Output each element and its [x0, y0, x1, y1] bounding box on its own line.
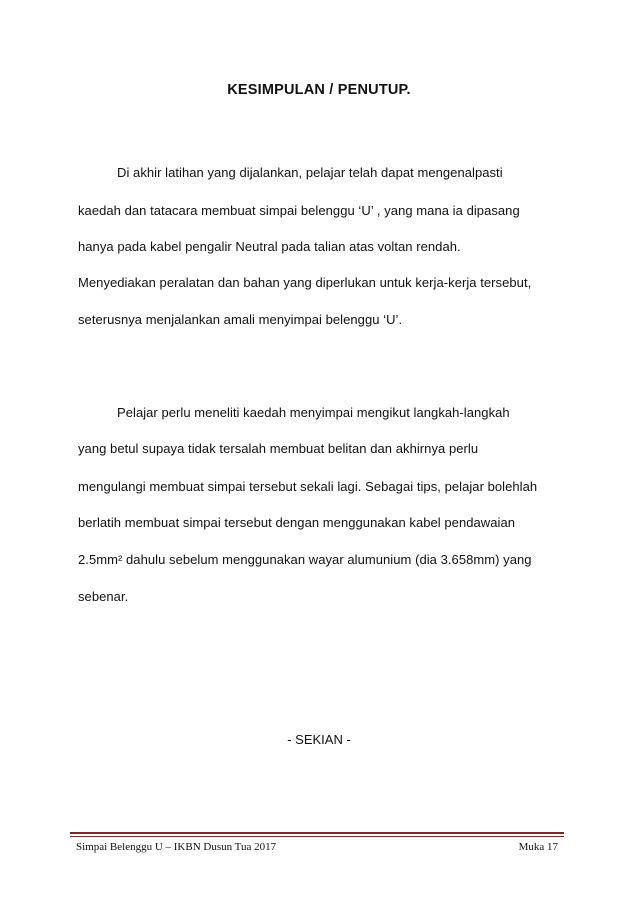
paragraph-1-line-4: Menyediakan peralatan dan bahan yang diperlukan untuk kerja-kerja tersebut,: [78, 275, 532, 290]
paragraph-2-line-1: Pelajar perlu meneliti kaedah menyimpai mengikut langkah-langkah: [117, 405, 510, 420]
paragraph-2-line-4: berlatih membuat simpai tersebut dengan menggunakan kabel pendawaian: [78, 515, 516, 530]
paragraph-1-line-5: seterusnya menjalankan amali menyimpai belenggu ‘U’.: [78, 312, 403, 327]
closing-text: - SEKIAN -: [287, 732, 351, 747]
paragraph-2-line-2: yang betul supaya tidak tersalah membuat belitan dan akhirnya perlu: [78, 441, 479, 456]
footer-divider: [70, 832, 564, 834]
paragraph-2-line-5: 2.5mm² dahulu sebelum menggunakan wayar alumunium (dia 3.658mm) yang: [78, 552, 532, 567]
footer-divider-thin: [70, 836, 564, 837]
paragraph-2-line-3: mengulangi membuat simpai tersebut sekali lagi. Sebagai tips, pelajar bolehlah: [78, 479, 538, 494]
paragraph-2-line-6: sebenar.: [78, 589, 129, 604]
footer-document-name: Simpai Belenggu U – IKBN Dusun Tua 2017: [76, 841, 277, 853]
paragraph-1-line-1: Di akhir latihan yang dijalankan, pelajar telah dapat mengenalpasti: [117, 165, 503, 180]
paragraph-1-line-2: kaedah dan tatacara membuat simpai belenggu ‘U’ , yang mana ia dipasang: [78, 203, 520, 218]
footer-page-number: Muka 17: [518, 841, 558, 853]
paragraph-1-line-3: hanya pada kabel pengalir Neutral pada talian atas voltan rendah.: [78, 239, 461, 254]
page-title: KESIMPULAN / PENUTUP.: [227, 82, 411, 98]
